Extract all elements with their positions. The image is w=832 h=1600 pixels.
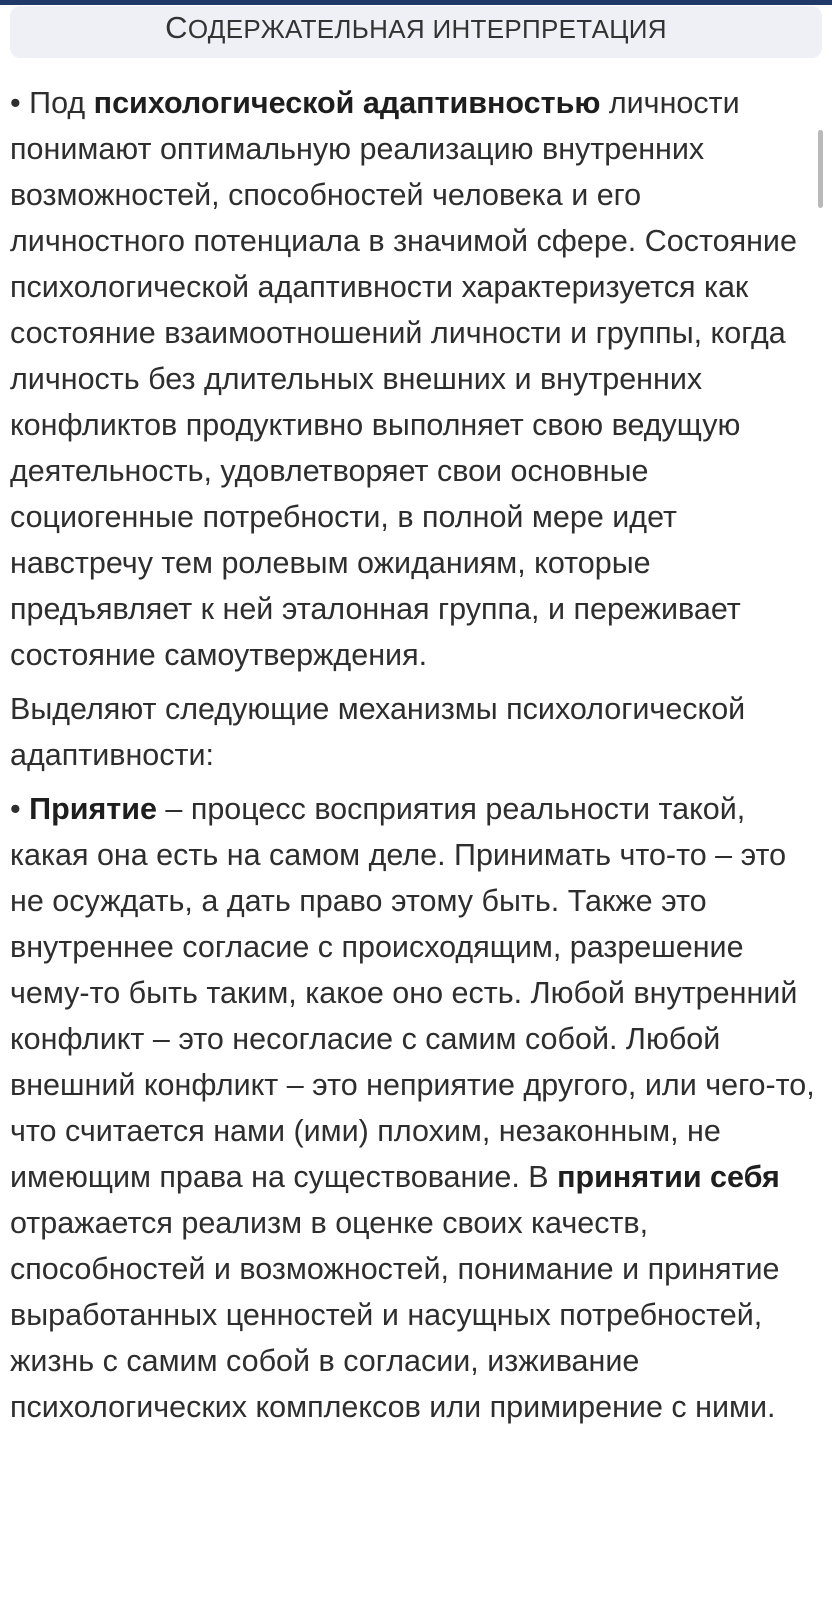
top-accent-bar — [0, 0, 832, 5]
paragraph-mechanisms-intro — [10, 686, 822, 778]
paragraph-text: Выделяют следующие механизмы психологической адаптивности: — [10, 692, 746, 772]
term-acceptance: Приятие — [29, 792, 157, 826]
paragraph-lead: Под — [29, 86, 94, 120]
header-title-capital: С — [165, 10, 188, 45]
bullet-marker: • — [10, 792, 30, 826]
paragraph-text: личности понимают оптимальную реализацию внутренних возможностей, способностей человека и его личностного потенциала в значимой сфере. Состояние психологической адаптивности характеризуется как состояние взаимоотношений личности и группы, когда личность без длительных внешних и внутренних конфликтов продуктивно выполняет свою ведущую деятельность, удовлетворяет свои основные социогенные потребности, в полной мере идет навстречу тем ролевым ожиданиям, которые предъявляет к ней эталонная группа, и переживает состояние самоутверждения. — [10, 86, 797, 672]
paragraph-text: – процесс восприятия реальности такой, какая она есть на самом деле. Принимать что-то – это не осуждать, а дать право этому быть. Также это внутреннее согласие с происходящим, разрешение чему-то быть таким, какое оно есть. Любой внутренний конфликт – это несогласие с самим собой. Любой внешний конфликт – это неприятие другого, или чего-то, что считается нами (ими) плохим, незаконным, не имеющим права на существование. В — [10, 792, 815, 1194]
section-header — [10, 6, 822, 58]
term-psychological-adaptivity: психологической адаптивностью — [93, 86, 601, 120]
term-self-acceptance: принятии себя — [557, 1160, 780, 1194]
header-title-rest: ОДЕРЖАТЕЛЬНАЯ ИНТЕРПРЕТАЦИЯ — [187, 14, 667, 44]
bullet-marker: • — [10, 86, 30, 120]
paragraph-acceptance — [10, 786, 822, 1430]
paragraph-text: отражается реализм в оценке своих качеств, способностей и возможностей, понимание и принятие выработанных ценностей и насущных потребностей, жизнь с самим собой в согласии, изживание психологических комплексов или примирение с ними. — [10, 1206, 780, 1424]
article-body — [10, 80, 822, 1438]
paragraph-adaptivity-definition — [10, 80, 822, 678]
